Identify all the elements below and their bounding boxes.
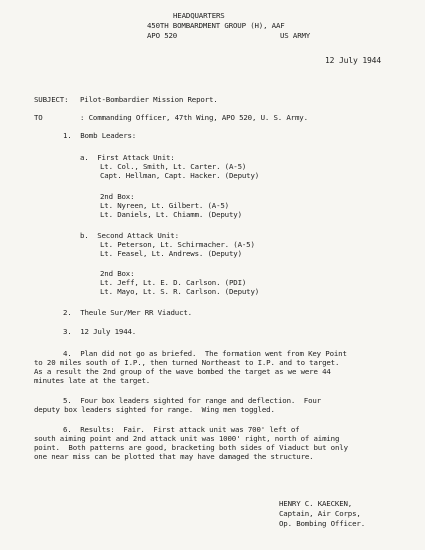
header-apo: APO 520 [147, 31, 178, 40]
item-2-target: 2. Theule Sur/Mer RR Viaduct. [63, 308, 192, 317]
item-1b-box-line: Lt. Mayo, Lt. S. R. Carlson. (Deputy) [100, 287, 260, 296]
item-1-title: 1. Bomb Leaders: [63, 131, 137, 140]
item-1b-box-title: 2nd Box: [100, 269, 135, 278]
item-1a-box-line: Lt. Daniels, Lt. Chiamm. (Deputy) [100, 210, 242, 219]
item-1a-box-title: 2nd Box: [100, 192, 135, 201]
signature-name: HENRY C. KAECKEN, [279, 499, 353, 508]
subject-text: Pilot-Bombardier Mission Report. [80, 95, 218, 104]
header-line2: 450TH BOMBARDMENT GROUP (H), AAF [147, 21, 285, 30]
item-5-line: 5. Four box leaders sighted for range and deflection. Four [63, 396, 321, 405]
item-4-line: As a result the 2nd group of the wave bombed the target as we were 44 [34, 367, 331, 376]
document-date: 12 July 1944 [325, 56, 381, 65]
item-6-line: one near miss can be plotted that may have damaged the structure. [34, 452, 314, 461]
header-army: US ARMY [280, 31, 311, 40]
item-6-line: south aiming point and 2nd attack unit was 1000' right, north of aiming [34, 434, 340, 443]
item-6-line: 6. Results: Fair. First attack unit was 700' left of [63, 425, 300, 434]
signature-title: Op. Bombing Officer. [279, 519, 365, 528]
subject-label: SUBJECT: [34, 95, 69, 104]
item-3-date: 3. 12 July 1944. [63, 327, 137, 336]
item-1b-box-line: Lt. Jeff, Lt. E. D. Carlson. (PDI) [100, 278, 247, 287]
item-1b-title: b. Second Attack Unit: [80, 231, 179, 240]
item-1b-line: Lt. Feasel, Lt. Andrews. (Deputy) [100, 249, 242, 258]
item-4-line: minutes late at the target. [34, 376, 151, 385]
item-6-line: point. Both patterns are good, bracketing both sides of Viaduct but only [34, 443, 348, 452]
to-text: : Commanding Officer, 47th Wing, APO 520, U. S. Army. [80, 113, 308, 122]
item-1a-title: a. First Attack Unit: [80, 153, 175, 162]
to-label: TO [34, 113, 43, 122]
item-4-line: 4. Plan did not go as briefed. The formation went from Key Point [63, 349, 347, 358]
item-1a-box-line: Lt. Nyreen, Lt. Gilbert. (A-5) [100, 201, 229, 210]
item-1a-line: Capt. Hellman, Capt. Hacker. (Deputy) [100, 171, 260, 180]
item-5-line: deputy box leaders sighted for range. Wing men toggled. [34, 405, 275, 414]
item-4-line: to 20 miles south of I.P., then turned Northeast to I.P. and to target. [34, 358, 340, 367]
header-line1: HEADQUARTERS [173, 11, 225, 20]
item-1b-line: Lt. Peterson, Lt. Schirmacher. (A-5) [100, 240, 255, 249]
signature-rank: Captain, Air Corps, [279, 509, 361, 518]
item-1a-line: Lt. Col., Smith, Lt. Carter. (A-5) [100, 162, 247, 171]
